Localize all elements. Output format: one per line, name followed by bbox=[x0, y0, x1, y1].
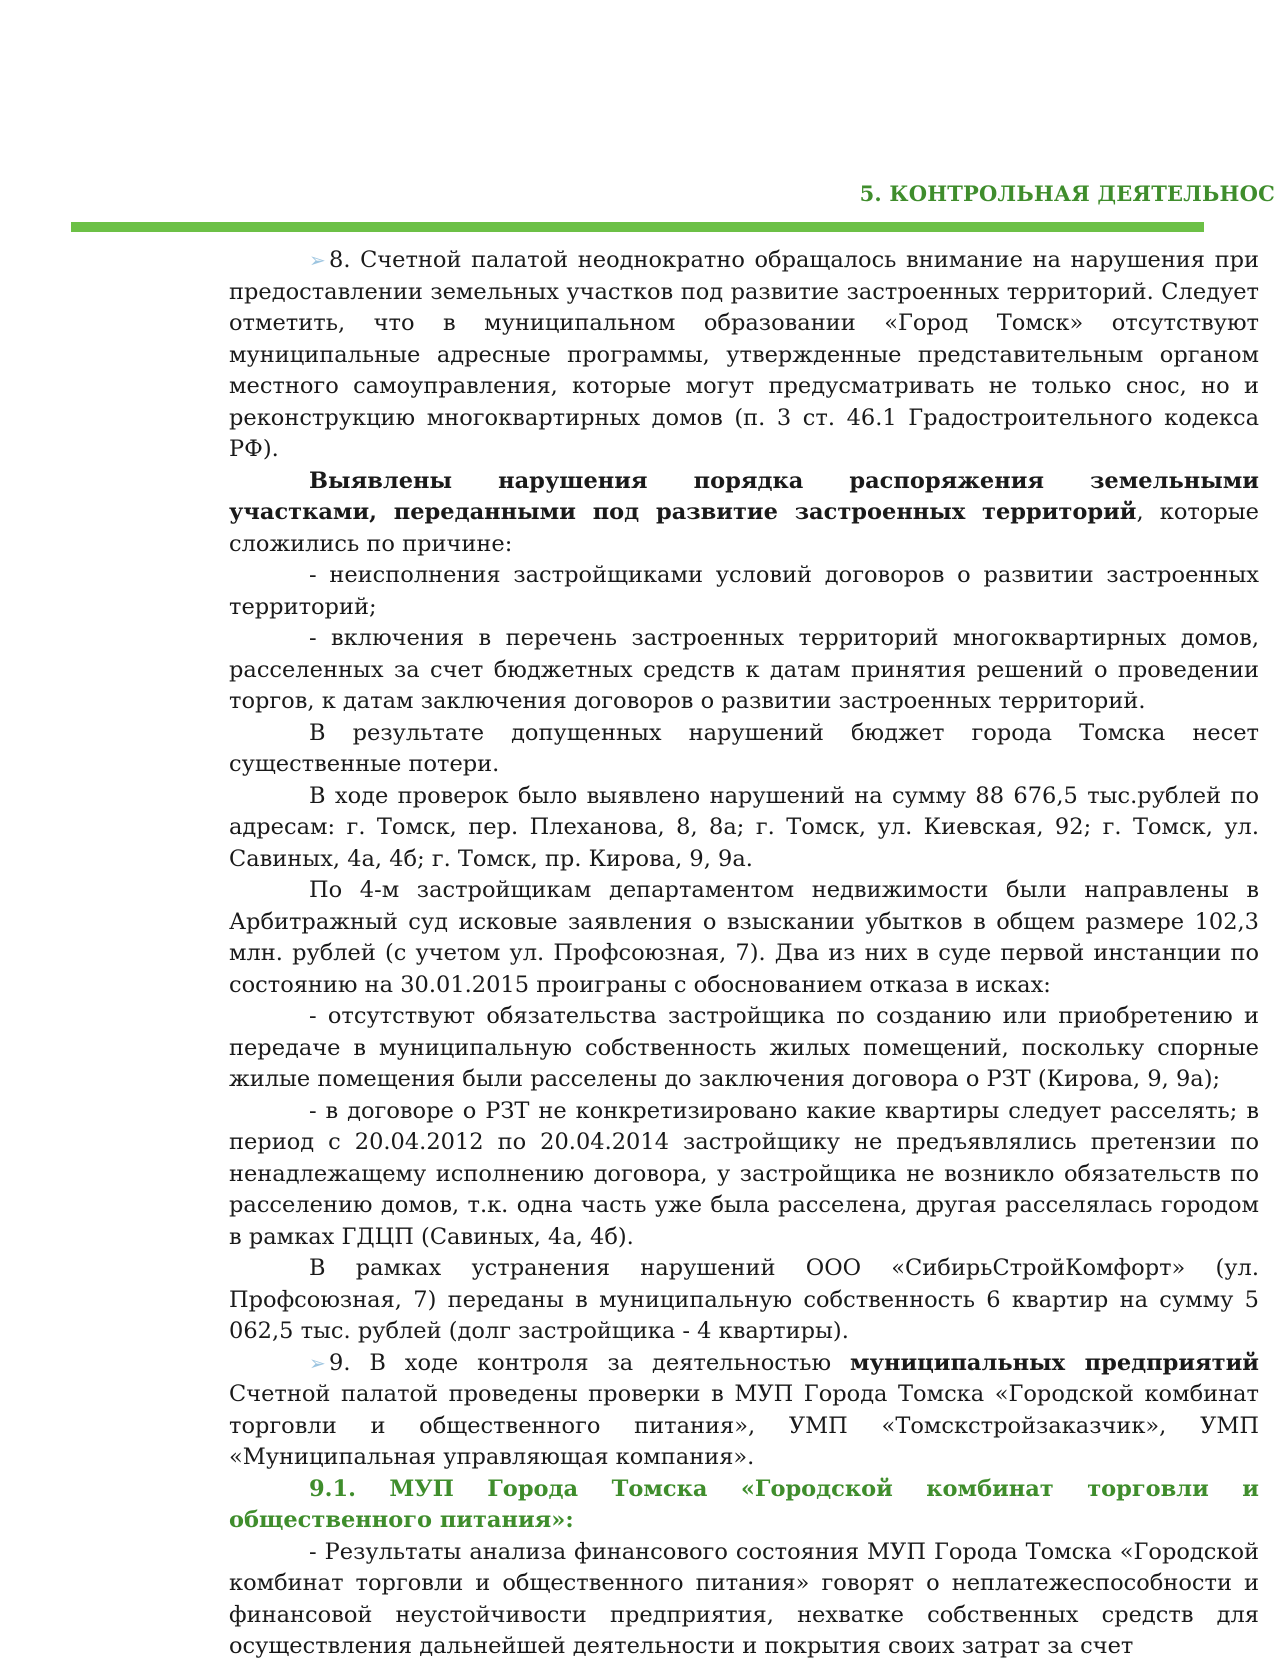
paragraph: По 4-м застройщикам департаментом недвижимости были направлены в Арбитражный суд исковые заявления о взыскании убытков в общем размере 102,3 млн. рублей (с учетом ул. Профсоюзная, 7). Два из них в суде первой инстанции по состоянию на 30.01.2015 проиграны с обоснованием отказа в исках: bbox=[229, 877, 1259, 998]
paragraph: В результате допущенных нарушений бюджет города Томска несет существенные потери. bbox=[229, 719, 1259, 777]
document-body bbox=[229, 245, 1259, 1663]
paragraph bbox=[229, 1348, 1259, 1474]
bold-text: муниципальных предприятий bbox=[850, 1349, 1259, 1376]
arrow-bullet-icon: ➢ bbox=[309, 248, 326, 272]
paragraph: - включения в перечень застроенных территорий многоквартирных домов, расселенных за счет бюджетных средств к датам принятия решений о проведении торгов, к датам заключения договоров о развитии застроенных территорий. bbox=[229, 625, 1259, 714]
paragraph: В рамках устранения нарушений ООО «СибирьСтройКомфорт» (ул. Профсоюзная, 7) переданы в муниципальную собственность 6 квартир на сумму 5 062,5 тыс. рублей (долг застройщика - 4 квартиры). bbox=[229, 1255, 1259, 1344]
paragraph bbox=[229, 466, 1259, 561]
subsection-heading: 9.1. МУП Города Томска «Городской комбинат торговли и общественного питания»: bbox=[229, 1475, 1259, 1533]
paragraph bbox=[229, 245, 1259, 466]
paragraph-text: 9. В ходе контроля за деятельностью bbox=[329, 1349, 851, 1376]
paragraph: - в договоре о РЗТ не конкретизировано какие квартиры следует расселять; в период с 20.04.2012 по 20.04.2014 застройщику не предъявлялись претензии по ненадлежащему исполнению договора, у застройщика не возникло обязательств по расселению домов, т.к. одна часть уже была расселена, другая расселялась городом в рамках ГДЦП (Савиных, 4а, 4б). bbox=[229, 1097, 1259, 1250]
paragraph: - Результаты анализа финансового состояния МУП Города Томска «Городской комбинат торговли и общественного питания» говорят о неплатежеспособности и финансовой неустойчивости предприятия, нехватке собственных средств для осуществления дальнейшей деятельности и покрытия своих затрат за счет bbox=[229, 1538, 1259, 1659]
arrow-bullet-icon: ➢ bbox=[309, 1350, 326, 1375]
paragraph-text: , которые сложились по причине: bbox=[229, 499, 1259, 557]
bold-text: Выявлены нарушения порядка распоряжения земельными участками, переданными под развитие застроенных территорий bbox=[229, 467, 1259, 525]
section-title: 5. КОНТРОЛЬНАЯ ДЕЯТЕЛЬНОС bbox=[859, 181, 1275, 206]
paragraph-text: Счетной палатой проведены проверки в МУП Города Томска «Городской комбинат торговли и общественного питания», УМП «Томскстройзаказчик», УМП «Муниципальная управляющая компания». bbox=[229, 1381, 1259, 1470]
header-rule bbox=[71, 222, 1204, 232]
paragraph: - неисполнения застройщиками условий договоров о развитии застроенных территорий; bbox=[229, 562, 1259, 620]
paragraph-text: 8. Счетной палатой неоднократно обращалось внимание на нарушения при предоставлении земельных участков под развитие застроенных территорий. Следует отметить, что в муниципальном образовании «Город Томск» отсутствуют муниципальные адресные программы, утвержденные представительным органом местного самоуправления, которые могут предусматривать не только снос, но и реконструкцию многоквартирных домов (п. 3 ст. 46.1 Градостроительного кодекса РФ). bbox=[229, 247, 1259, 462]
paragraph: - отсутствуют обязательства застройщика по созданию или приобретению и передаче в муниципальную собственность жилых помещений, поскольку спорные жилые помещения были расселены до заключения договора о РЗТ (Кирова, 9, 9а); bbox=[229, 1003, 1259, 1092]
paragraph: В ходе проверок было выявлено нарушений на сумму 88 676,5 тыс.рублей по адресам: г. Томск, пер. Плеханова, 8, 8а; г. Томск, ул. Киевская, 92; г. Томск, ул. Савиных, 4а, 4б; г. Томск, пр. Кирова, 9, 9а. bbox=[229, 782, 1259, 872]
